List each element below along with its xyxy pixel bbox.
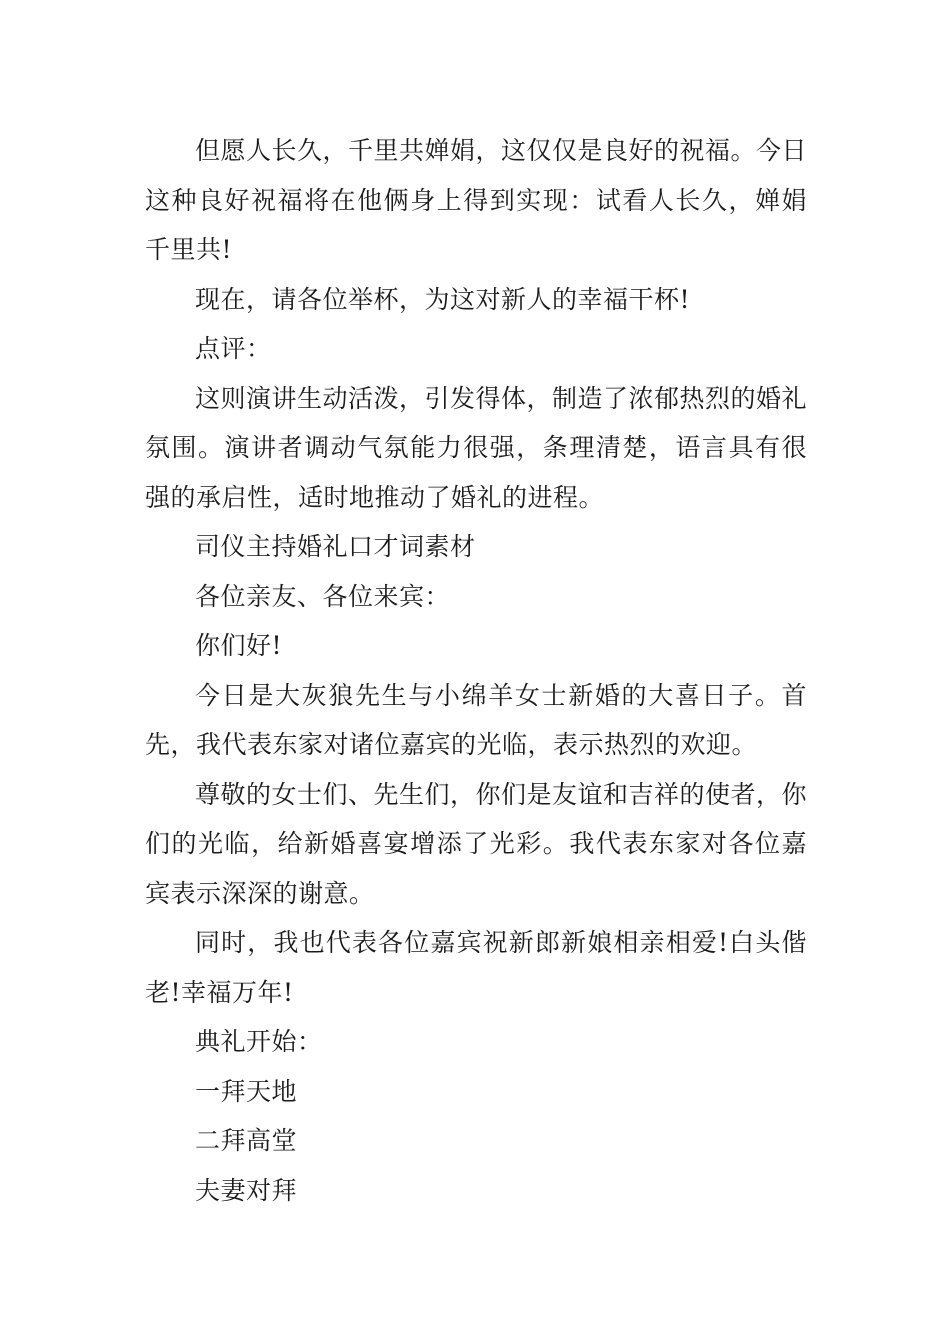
paragraph-comment-label: 点评： [195,334,272,363]
paragraph-wish: 但愿人长久，千里共婵娟，这仅仅是良好的祝福。今日这种良好祝福将在他俩身上得到实现：试看人长久，婵娟千里共! [145,136,808,264]
paragraph-bow-heaven-earth: 一拜天地 [195,1076,298,1106]
document-page [145,126,807,1215]
section-heading: 司仪主持婚礼口才词素材 [195,532,476,561]
paragraph-blessing: 同时，我也代表各位嘉宾祝新郎新娘相亲相爱!白头偕老!幸福万年! [145,928,807,1007]
paragraph-welcome: 今日是大灰狼先生与小绵羊女士新婚的大喜日子。首先，我代表东家对诸位嘉宾的光临，表示热烈的欢迎。 [145,680,807,759]
paragraph-hello: 你们好! [195,631,283,660]
paragraph-comment: 这则演讲生动活泼，引发得体，制造了浓郁热烈的婚礼氛围。演讲者调动气氛能力很强，条理清楚，语言具有很强的承启性，适时地推动了婚礼的进程。 [145,383,808,512]
paragraph-thanks: 尊敬的女士们、先生们，你们是友谊和吉祥的使者，你们的光临，给新婚喜宴增添了光彩。我代表东家对各位嘉宾表示深深的谢意。 [145,779,808,908]
paragraph-toast: 现在，请各位举杯，为这对新人的幸福干杯! [195,284,691,314]
paragraph-bow-parents: 二拜高堂 [195,1126,298,1155]
paragraph-ceremony-start: 典礼开始： [195,1027,323,1056]
paragraph-bow-each-other: 夫妻对拜 [195,1175,298,1205]
paragraph-greeting: 各位亲友、各位来宾： [195,581,451,611]
